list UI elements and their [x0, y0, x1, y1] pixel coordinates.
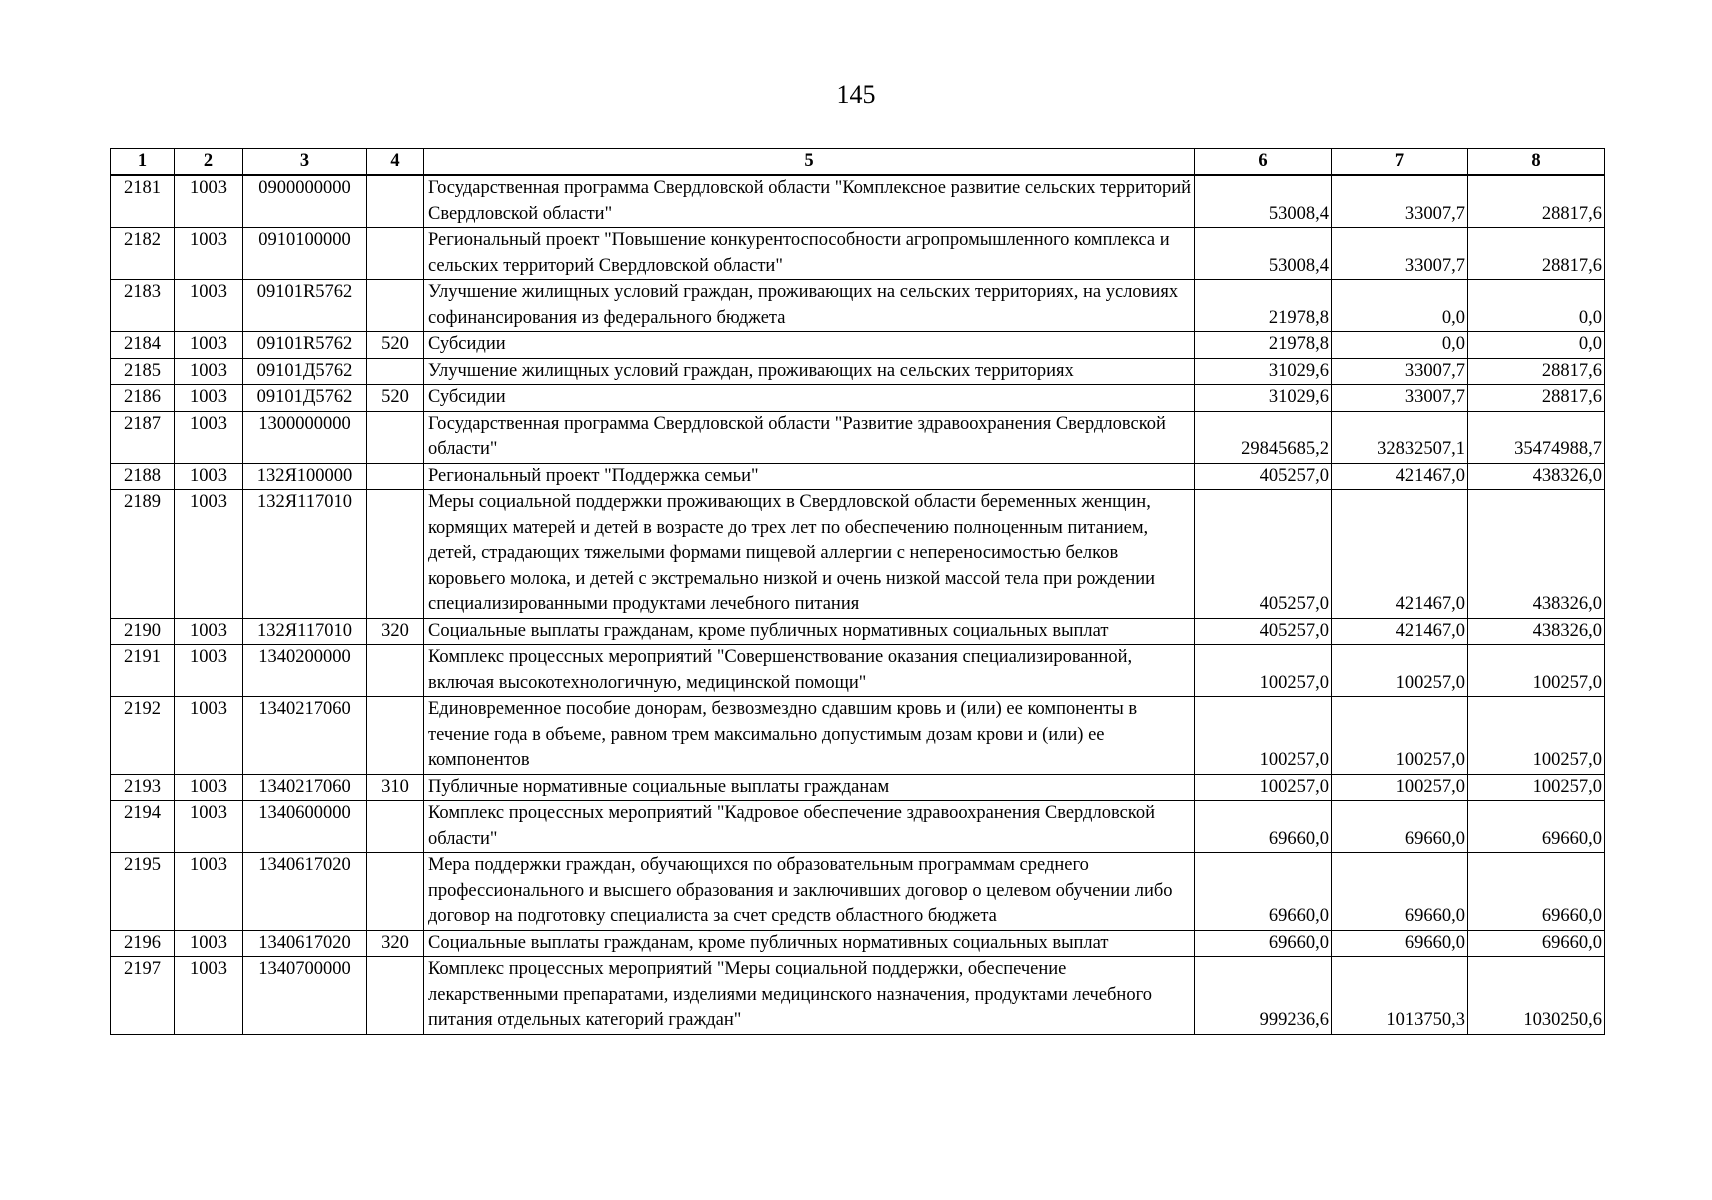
table-row	[111, 280, 1605, 332]
item-name-cell: Государственная программа Свердловской области "Развитие здравоохранения Свердловской области"	[424, 411, 1195, 463]
expense-type-cell	[367, 228, 424, 280]
row-number-cell: 2190	[111, 618, 175, 645]
row-number-cell: 2183	[111, 280, 175, 332]
amount-col6-cell: 100257,0	[1195, 697, 1332, 775]
item-name-cell: Региональный проект "Поддержка семьи"	[424, 463, 1195, 490]
amount-col7-cell: 421467,0	[1332, 618, 1468, 645]
row-number-cell: 2181	[111, 175, 175, 228]
amount-col6-cell: 31029,6	[1195, 385, 1332, 412]
amount-col8-cell: 69660,0	[1468, 801, 1605, 853]
row-number-cell: 2193	[111, 774, 175, 801]
target-article-cell: 1340600000	[243, 801, 367, 853]
amount-col8-cell: 28817,6	[1468, 385, 1605, 412]
target-article-cell: 0900000000	[243, 175, 367, 228]
section-code-cell: 1003	[175, 385, 243, 412]
budget-table	[110, 148, 1605, 1035]
row-number-cell: 2195	[111, 853, 175, 931]
amount-col8-cell: 100257,0	[1468, 697, 1605, 775]
section-code-cell: 1003	[175, 645, 243, 697]
table-row	[111, 385, 1605, 412]
amount-col7-cell: 421467,0	[1332, 490, 1468, 619]
section-code-cell: 1003	[175, 175, 243, 228]
amount-col7-cell: 421467,0	[1332, 463, 1468, 490]
amount-col7-cell: 33007,7	[1332, 358, 1468, 385]
table-row	[111, 490, 1605, 619]
table-row	[111, 774, 1605, 801]
amount-col7-cell: 0,0	[1332, 332, 1468, 359]
expense-type-cell: 320	[367, 618, 424, 645]
amount-col8-cell: 28817,6	[1468, 228, 1605, 280]
row-number-cell: 2188	[111, 463, 175, 490]
row-number-cell: 2184	[111, 332, 175, 359]
amount-col8-cell: 438326,0	[1468, 463, 1605, 490]
column-header-4: 4	[367, 149, 424, 176]
amount-col7-cell: 100257,0	[1332, 697, 1468, 775]
row-number-cell: 2191	[111, 645, 175, 697]
expense-type-cell	[367, 957, 424, 1035]
column-header-1: 1	[111, 149, 175, 176]
item-name-cell: Улучшение жилищных условий граждан, проживающих на сельских территориях, на условиях софинансирования из федерального бюджета	[424, 280, 1195, 332]
amount-col8-cell: 0,0	[1468, 280, 1605, 332]
section-code-cell: 1003	[175, 801, 243, 853]
item-name-cell: Социальные выплаты гражданам, кроме публичных нормативных социальных выплат	[424, 618, 1195, 645]
expense-type-cell	[367, 175, 424, 228]
expense-type-cell	[367, 697, 424, 775]
expense-type-cell	[367, 411, 424, 463]
amount-col7-cell: 69660,0	[1332, 801, 1468, 853]
column-header-8: 8	[1468, 149, 1605, 176]
item-name-cell: Комплекс процессных мероприятий "Кадровое обеспечение здравоохранения Свердловской области"	[424, 801, 1195, 853]
amount-col8-cell: 0,0	[1468, 332, 1605, 359]
table-body	[111, 175, 1605, 1034]
expense-type-cell: 520	[367, 385, 424, 412]
target-article-cell: 1340617020	[243, 853, 367, 931]
section-code-cell: 1003	[175, 957, 243, 1035]
section-code-cell: 1003	[175, 411, 243, 463]
item-name-cell: Субсидии	[424, 385, 1195, 412]
amount-col7-cell: 0,0	[1332, 280, 1468, 332]
amount-col7-cell: 1013750,3	[1332, 957, 1468, 1035]
item-name-cell: Комплекс процессных мероприятий "Совершенствование оказания специализированной, включая высокотехнологичную, медицинской помощи"	[424, 645, 1195, 697]
amount-col6-cell: 405257,0	[1195, 463, 1332, 490]
section-code-cell: 1003	[175, 228, 243, 280]
expense-type-cell	[367, 358, 424, 385]
expense-type-cell: 320	[367, 930, 424, 957]
amount-col6-cell: 69660,0	[1195, 853, 1332, 931]
column-header-2: 2	[175, 149, 243, 176]
expense-type-cell	[367, 801, 424, 853]
target-article-cell: 1340217060	[243, 697, 367, 775]
amount-col6-cell: 21978,8	[1195, 332, 1332, 359]
target-article-cell: 132Я117010	[243, 618, 367, 645]
amount-col8-cell: 438326,0	[1468, 490, 1605, 619]
expense-type-cell: 310	[367, 774, 424, 801]
expense-type-cell	[367, 853, 424, 931]
amount-col8-cell: 100257,0	[1468, 645, 1605, 697]
expense-type-cell	[367, 463, 424, 490]
target-article-cell: 132Я117010	[243, 490, 367, 619]
item-name-cell: Мера поддержки граждан, обучающихся по образовательным программам среднего профессионального и высшего образования и заключивших договор о целевом обучении либо договор на подготовку специалиста за счет средств областного бюджета	[424, 853, 1195, 931]
amount-col8-cell: 69660,0	[1468, 930, 1605, 957]
table-row	[111, 930, 1605, 957]
amount-col8-cell: 28817,6	[1468, 358, 1605, 385]
target-article-cell: 09101Д5762	[243, 385, 367, 412]
amount-col6-cell: 29845685,2	[1195, 411, 1332, 463]
item-name-cell: Комплекс процессных мероприятий "Меры социальной поддержки, обеспечение лекарственными препаратами, изделиями медицинского назначения, продуктами лечебного питания отдельных категорий граждан"	[424, 957, 1195, 1035]
row-number-cell: 2192	[111, 697, 175, 775]
amount-col7-cell: 69660,0	[1332, 853, 1468, 931]
target-article-cell: 1340617020	[243, 930, 367, 957]
amount-col6-cell: 53008,4	[1195, 228, 1332, 280]
amount-col6-cell: 999236,6	[1195, 957, 1332, 1035]
amount-col7-cell: 33007,7	[1332, 385, 1468, 412]
header-row	[111, 149, 1605, 176]
item-name-cell: Публичные нормативные социальные выплаты гражданам	[424, 774, 1195, 801]
row-number-cell: 2196	[111, 930, 175, 957]
column-header-5: 5	[424, 149, 1195, 176]
amount-col6-cell: 21978,8	[1195, 280, 1332, 332]
amount-col7-cell: 33007,7	[1332, 228, 1468, 280]
amount-col6-cell: 69660,0	[1195, 930, 1332, 957]
column-header-3: 3	[243, 149, 367, 176]
table-row	[111, 645, 1605, 697]
table-row	[111, 697, 1605, 775]
section-code-cell: 1003	[175, 490, 243, 619]
column-header-7: 7	[1332, 149, 1468, 176]
amount-col8-cell: 35474988,7	[1468, 411, 1605, 463]
table-row	[111, 853, 1605, 931]
expense-type-cell	[367, 490, 424, 619]
row-number-cell: 2187	[111, 411, 175, 463]
table-row	[111, 332, 1605, 359]
row-number-cell: 2197	[111, 957, 175, 1035]
amount-col7-cell: 100257,0	[1332, 645, 1468, 697]
amount-col7-cell: 33007,7	[1332, 175, 1468, 228]
amount-col8-cell: 1030250,6	[1468, 957, 1605, 1035]
section-code-cell: 1003	[175, 853, 243, 931]
row-number-cell: 2182	[111, 228, 175, 280]
section-code-cell: 1003	[175, 618, 243, 645]
amount-col7-cell: 69660,0	[1332, 930, 1468, 957]
table-row	[111, 801, 1605, 853]
target-article-cell: 09101Д5762	[243, 358, 367, 385]
table-row	[111, 411, 1605, 463]
amount-col6-cell: 100257,0	[1195, 645, 1332, 697]
item-name-cell: Меры социальной поддержки проживающих в Свердловской области беременных женщин, кормящих матерей и детей в возрасте до трех лет по обеспечению полноценным питанием, детей, страдающих тяжелыми формами пищевой аллергии с непереносимостью белков коровьего молока, и детей с экстремально низкой и очень низкой массой тела при рождении специализированными продуктами лечебного питания	[424, 490, 1195, 619]
item-name-cell: Улучшение жилищных условий граждан, проживающих на сельских территориях	[424, 358, 1195, 385]
amount-col8-cell: 28817,6	[1468, 175, 1605, 228]
section-code-cell: 1003	[175, 463, 243, 490]
table-row	[111, 957, 1605, 1035]
target-article-cell: 1300000000	[243, 411, 367, 463]
item-name-cell: Социальные выплаты гражданам, кроме публичных нормативных социальных выплат	[424, 930, 1195, 957]
table-row	[111, 228, 1605, 280]
amount-col6-cell: 31029,6	[1195, 358, 1332, 385]
target-article-cell: 1340200000	[243, 645, 367, 697]
page-number: 145	[836, 80, 876, 109]
item-name-cell: Субсидии	[424, 332, 1195, 359]
row-number-cell: 2189	[111, 490, 175, 619]
section-code-cell: 1003	[175, 358, 243, 385]
expense-type-cell	[367, 645, 424, 697]
item-name-cell: Государственная программа Свердловской области "Комплексное развитие сельских территорий Свердловской области"	[424, 175, 1195, 228]
section-code-cell: 1003	[175, 280, 243, 332]
target-article-cell: 1340217060	[243, 774, 367, 801]
amount-col7-cell: 100257,0	[1332, 774, 1468, 801]
expense-type-cell	[367, 280, 424, 332]
target-article-cell: 09101R5762	[243, 332, 367, 359]
amount-col6-cell: 405257,0	[1195, 618, 1332, 645]
table-row	[111, 358, 1605, 385]
section-code-cell: 1003	[175, 930, 243, 957]
table-row	[111, 463, 1605, 490]
row-number-cell: 2185	[111, 358, 175, 385]
target-article-cell: 09101R5762	[243, 280, 367, 332]
row-number-cell: 2186	[111, 385, 175, 412]
amount-col6-cell: 405257,0	[1195, 490, 1332, 619]
amount-col6-cell: 53008,4	[1195, 175, 1332, 228]
target-article-cell: 0910100000	[243, 228, 367, 280]
expense-type-cell: 520	[367, 332, 424, 359]
section-code-cell: 1003	[175, 332, 243, 359]
section-code-cell: 1003	[175, 774, 243, 801]
section-code-cell: 1003	[175, 697, 243, 775]
amount-col6-cell: 69660,0	[1195, 801, 1332, 853]
amount-col6-cell: 100257,0	[1195, 774, 1332, 801]
amount-col8-cell: 100257,0	[1468, 774, 1605, 801]
amount-col8-cell: 69660,0	[1468, 853, 1605, 931]
item-name-cell: Единовременное пособие донорам, безвозмездно сдавшим кровь и (или) ее компоненты в течение года в объеме, равном трем максимально допустимым дозам крови и (или) ее компонентов	[424, 697, 1195, 775]
amount-col8-cell: 438326,0	[1468, 618, 1605, 645]
table-row	[111, 175, 1605, 228]
row-number-cell: 2194	[111, 801, 175, 853]
amount-col7-cell: 32832507,1	[1332, 411, 1468, 463]
target-article-cell: 1340700000	[243, 957, 367, 1035]
table-row	[111, 618, 1605, 645]
column-header-6: 6	[1195, 149, 1332, 176]
item-name-cell: Региональный проект "Повышение конкурентоспособности агропромышленного комплекса и сельских территорий Свердловской области"	[424, 228, 1195, 280]
target-article-cell: 132Я100000	[243, 463, 367, 490]
